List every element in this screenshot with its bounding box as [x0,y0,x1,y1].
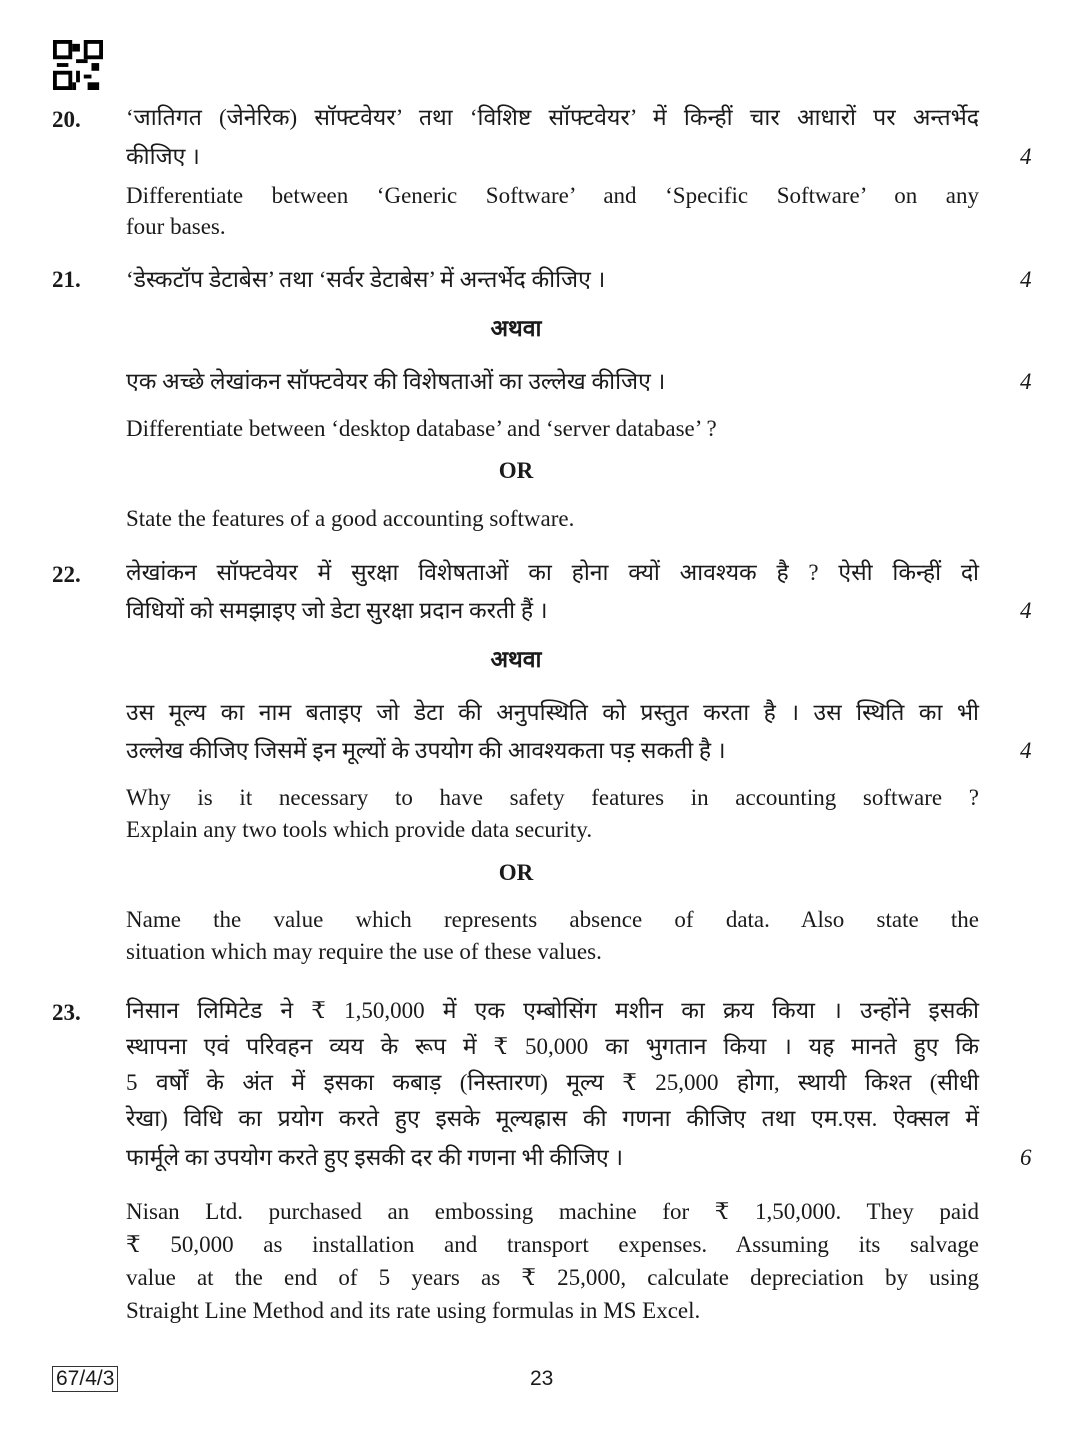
q23-english-line: Straight Line Method and its rate using formulas in MS Excel. [126,1298,701,1323]
q21-english-alt: State the features of a good accounting software. [126,506,575,531]
q22-alt-marks: 4 [1020,738,1032,763]
qr-code-icon [52,40,104,90]
q21-english: Differentiate between ‘desktop database’ and ‘server database’ ? [126,416,717,441]
q21-alt-marks: 4 [1020,369,1032,394]
question-number: 21. [52,267,81,292]
q23-english-line: value at the end of 5 years as ₹ 25,000, calculate depreciation by using [126,1265,979,1290]
q20-english-line: four bases. [126,214,226,239]
q22-hindi-alt-line: उस मूल्य का नाम बताइए जो डेटा की अनुपस्थिति को प्रस्तुत करता है । उस स्थिति का भी [126,700,979,725]
q21-marks: 4 [1020,267,1032,292]
question-number: 22. [52,562,81,587]
paper-code: 67/4/3 [52,1366,118,1392]
q22-english-alt-line: situation which may require the use of these values. [126,939,602,964]
or-english: OR [498,458,534,483]
q22-hindi-line: विधियों को समझाइए जो डेटा सुरक्षा प्रदान करती हैं । [126,598,548,623]
page-number: 23 [530,1367,554,1390]
q22-english-alt-line: Name the value which represents absence of data. Also state the [126,907,979,932]
question-number: 23. [52,1000,81,1025]
q23-hindi-line: फार्मूले का उपयोग करते हुए इसकी दर की गणना भी कीजिए । [126,1145,624,1170]
q23-english-line: ₹ 50,000 as installation and transport expenses. Assuming its salvage [126,1232,979,1257]
q20-hindi-line: ‘जातिगत (जेनेरिक) सॉफ्टवेयर’ तथा ‘विशिष्ट सॉफ्टवेयर’ में किन्हीं चार आधारों पर अन्तर्भेद [126,105,979,130]
question-number: 20. [52,107,81,132]
q23-english-line: Nisan Ltd. purchased an embossing machine for ₹ 1,50,000. They paid [126,1199,979,1224]
q23-hindi-line: स्थापना एवं परिवहन व्यय के रूप में ₹ 50,000 का भुगतान किया । यह मानते हुए कि [126,1034,979,1059]
q20-english-line: Differentiate between ‘Generic Software’ and ‘Specific Software’ on any [126,183,979,208]
or-hindi: अथवा [490,647,542,672]
q21-hindi: ‘डेस्कटॉप डेटाबेस’ तथा ‘सर्वर डेटाबेस’ में अन्तर्भेद कीजिए । [126,267,606,292]
q22-hindi-line: लेखांकन सॉफ्टवेयर में सुरक्षा विशेषताओं का होना क्यों आवश्यक है ? ऐसी किन्हीं दो [126,560,979,585]
q23-hindi-line: 5 वर्षों के अंत में इसका कबाड़ (निस्तारण) मूल्य ₹ 25,000 होगा, स्थायी किश्त (सीधी [126,1070,979,1095]
q22-hindi-alt-line: उल्लेख कीजिए जिसमें इन मूल्यों के उपयोग की आवश्यकता पड़ सकती है । [126,738,726,763]
q23-hindi-line: निसान लिमिटेड ने ₹ 1,50,000 में एक एम्बोसिंग मशीन का क्रय किया । उन्होंने इसकी [126,998,979,1023]
q22-marks: 4 [1020,598,1032,623]
q23-marks: 6 [1020,1145,1032,1170]
or-hindi: अथवा [490,316,542,341]
q22-english-line: Explain any two tools which provide data security. [126,817,593,842]
q22-english-line: Why is it necessary to have safety features in accounting software ? [126,785,979,810]
q20-marks: 4 [1020,144,1032,169]
or-english: OR [498,860,534,885]
q20-hindi-line: कीजिए । [126,144,200,169]
q21-hindi-alt: एक अच्छे लेखांकन सॉफ्टवेयर की विशेषताओं का उल्लेख कीजिए । [126,369,666,394]
q23-hindi-line: रेखा) विधि का प्रयोग करते हुए इसके मूल्यह्रास की गणना कीजिए तथा एम.एस. ऐक्सल में [126,1106,979,1131]
